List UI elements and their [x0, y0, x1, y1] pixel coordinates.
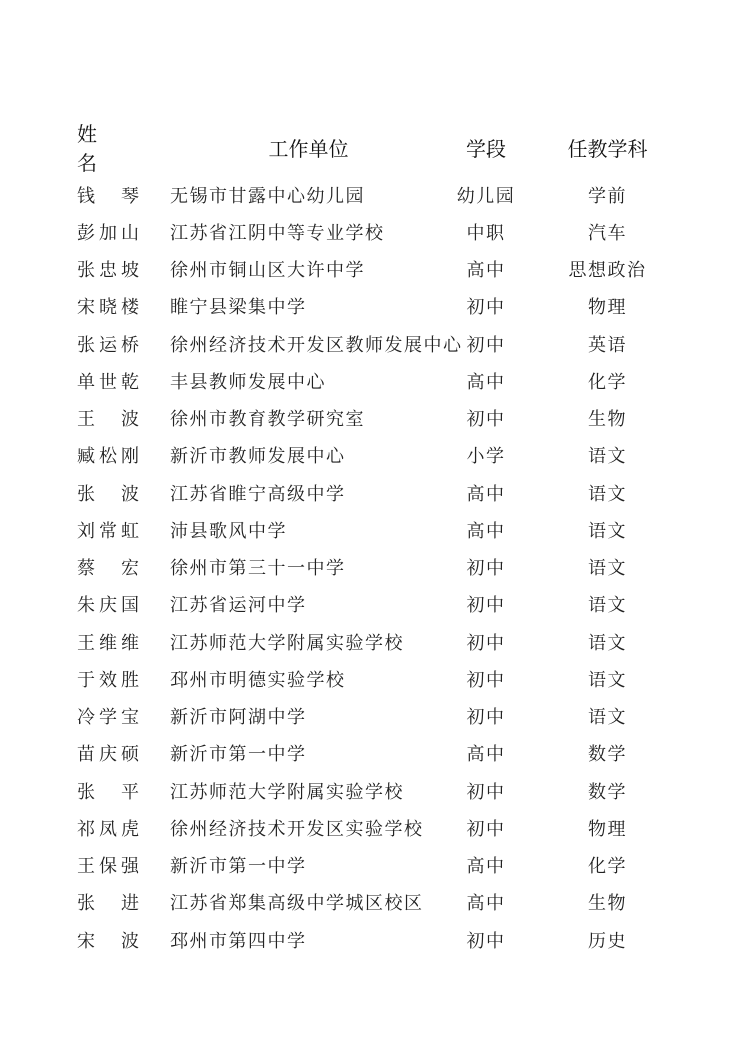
teacher-name: 张忠坡 [77, 260, 143, 282]
table-row [70, 772, 690, 809]
table-row [70, 735, 690, 772]
teaching-subject: 语文 [588, 595, 627, 617]
teaching-subject: 语文 [588, 669, 627, 691]
school-stage: 初中 [466, 334, 506, 356]
school-stage: 初中 [466, 595, 506, 617]
teaching-subject: 思想政治 [568, 260, 647, 282]
teacher-name: 张运桥 [77, 334, 143, 356]
work-unit: 江苏省睢宁高级中学 [170, 483, 346, 505]
teacher-name: 朱庆国 [77, 595, 143, 617]
teaching-subject: 语文 [588, 520, 627, 542]
school-stage: 初中 [466, 781, 506, 803]
header-unit: 工作单位 [268, 136, 349, 161]
teacher-name: 宋 波 [77, 930, 143, 952]
table-row [70, 400, 690, 437]
teacher-name: 冷学宝 [77, 707, 143, 729]
school-stage: 小学 [466, 446, 506, 468]
teaching-subject: 物理 [588, 818, 627, 840]
table-row [70, 251, 690, 288]
school-stage: 幼儿园 [456, 185, 516, 207]
table-row [70, 660, 690, 697]
school-stage: 高中 [466, 744, 506, 766]
table-row [70, 213, 690, 250]
school-stage: 初中 [466, 632, 506, 654]
table-row [70, 809, 690, 846]
teacher-name: 蔡 宏 [77, 558, 143, 580]
work-unit: 徐州市铜山区大许中学 [170, 260, 365, 282]
work-unit: 江苏省郑集高级中学城区校区 [170, 893, 424, 915]
table-row [70, 474, 690, 511]
roster-body [70, 176, 690, 958]
school-stage: 高中 [466, 260, 506, 282]
teaching-subject: 学前 [588, 185, 627, 207]
work-unit: 无锡市甘露中心幼儿园 [170, 185, 365, 207]
table-row [70, 437, 690, 474]
teaching-subject: 化学 [588, 856, 627, 878]
teacher-name: 王 波 [77, 409, 143, 431]
teaching-subject: 语文 [588, 707, 627, 729]
work-unit: 江苏省江阴中等专业学校 [170, 222, 385, 244]
teaching-subject: 历史 [588, 930, 627, 952]
school-stage: 初中 [466, 297, 506, 319]
teacher-name: 张 波 [77, 483, 143, 505]
work-unit: 邳州市明德实验学校 [170, 669, 346, 691]
teacher-name: 苗庆硕 [77, 744, 143, 766]
teacher-name: 张 平 [77, 781, 143, 803]
header-row [70, 118, 690, 176]
work-unit: 江苏师范大学附属实验学校 [170, 781, 404, 803]
table-row [70, 176, 690, 213]
school-stage: 初中 [466, 669, 506, 691]
table-row [70, 623, 690, 660]
teacher-name: 彭加山 [77, 222, 143, 244]
work-unit: 睢宁县梁集中学 [170, 297, 307, 319]
table-row [70, 921, 690, 958]
work-unit: 徐州市第三十一中学 [170, 558, 346, 580]
teacher-name: 祁凤虎 [77, 818, 143, 840]
table-row [70, 511, 690, 548]
work-unit: 徐州市教育教学研究室 [170, 409, 365, 431]
teacher-roster-table [70, 118, 690, 958]
teaching-subject: 语文 [588, 558, 627, 580]
teacher-name: 王保强 [77, 856, 143, 878]
table-row [70, 884, 690, 921]
table-row [70, 288, 690, 325]
teaching-subject: 生物 [588, 409, 627, 431]
school-stage: 高中 [466, 893, 506, 915]
teacher-name: 张 进 [77, 893, 143, 915]
school-stage: 初中 [466, 558, 506, 580]
school-stage: 初中 [466, 409, 506, 431]
work-unit: 丰县教师发展中心 [170, 371, 326, 393]
work-unit: 徐州经济技术开发区教师发展中心 [170, 334, 463, 356]
teaching-subject: 英语 [588, 334, 627, 356]
teaching-subject: 生物 [588, 893, 627, 915]
teaching-subject: 数学 [588, 744, 627, 766]
work-unit: 江苏省运河中学 [170, 595, 307, 617]
teaching-subject: 语文 [588, 483, 627, 505]
work-unit: 沛县歌风中学 [170, 520, 287, 542]
header-stage: 学段 [466, 136, 506, 161]
teacher-name: 钱 琴 [77, 185, 143, 207]
header-name: 姓 名 [77, 122, 115, 175]
school-stage: 中职 [466, 222, 506, 244]
work-unit: 徐州经济技术开发区实验学校 [170, 818, 424, 840]
school-stage: 初中 [466, 930, 506, 952]
work-unit: 新沂市第一中学 [170, 744, 307, 766]
table-row [70, 362, 690, 399]
teacher-name: 王维维 [77, 632, 143, 654]
work-unit: 邳州市第四中学 [170, 930, 307, 952]
school-stage: 高中 [466, 520, 506, 542]
teaching-subject: 化学 [588, 371, 627, 393]
teaching-subject: 物理 [588, 297, 627, 319]
work-unit: 新沂市阿湖中学 [170, 707, 307, 729]
school-stage: 初中 [466, 818, 506, 840]
school-stage: 高中 [466, 371, 506, 393]
table-row [70, 325, 690, 362]
school-stage: 高中 [466, 856, 506, 878]
teacher-name: 臧松刚 [77, 446, 143, 468]
school-stage: 初中 [466, 707, 506, 729]
table-row [70, 549, 690, 586]
teacher-name: 于效胜 [77, 669, 143, 691]
teacher-name: 单世乾 [77, 371, 143, 393]
table-row [70, 586, 690, 623]
teacher-name: 刘常虹 [77, 520, 143, 542]
teaching-subject: 语文 [588, 446, 627, 468]
work-unit: 新沂市教师发展中心 [170, 446, 346, 468]
work-unit: 江苏师范大学附属实验学校 [170, 632, 404, 654]
teaching-subject: 语文 [588, 632, 627, 654]
table-row [70, 847, 690, 884]
teaching-subject: 数学 [588, 781, 627, 803]
work-unit: 新沂市第一中学 [170, 856, 307, 878]
school-stage: 高中 [466, 483, 506, 505]
teaching-subject: 汽车 [588, 222, 627, 244]
table-row [70, 698, 690, 735]
header-subject: 任教学科 [567, 136, 648, 161]
teacher-name: 宋晓楼 [77, 297, 143, 319]
